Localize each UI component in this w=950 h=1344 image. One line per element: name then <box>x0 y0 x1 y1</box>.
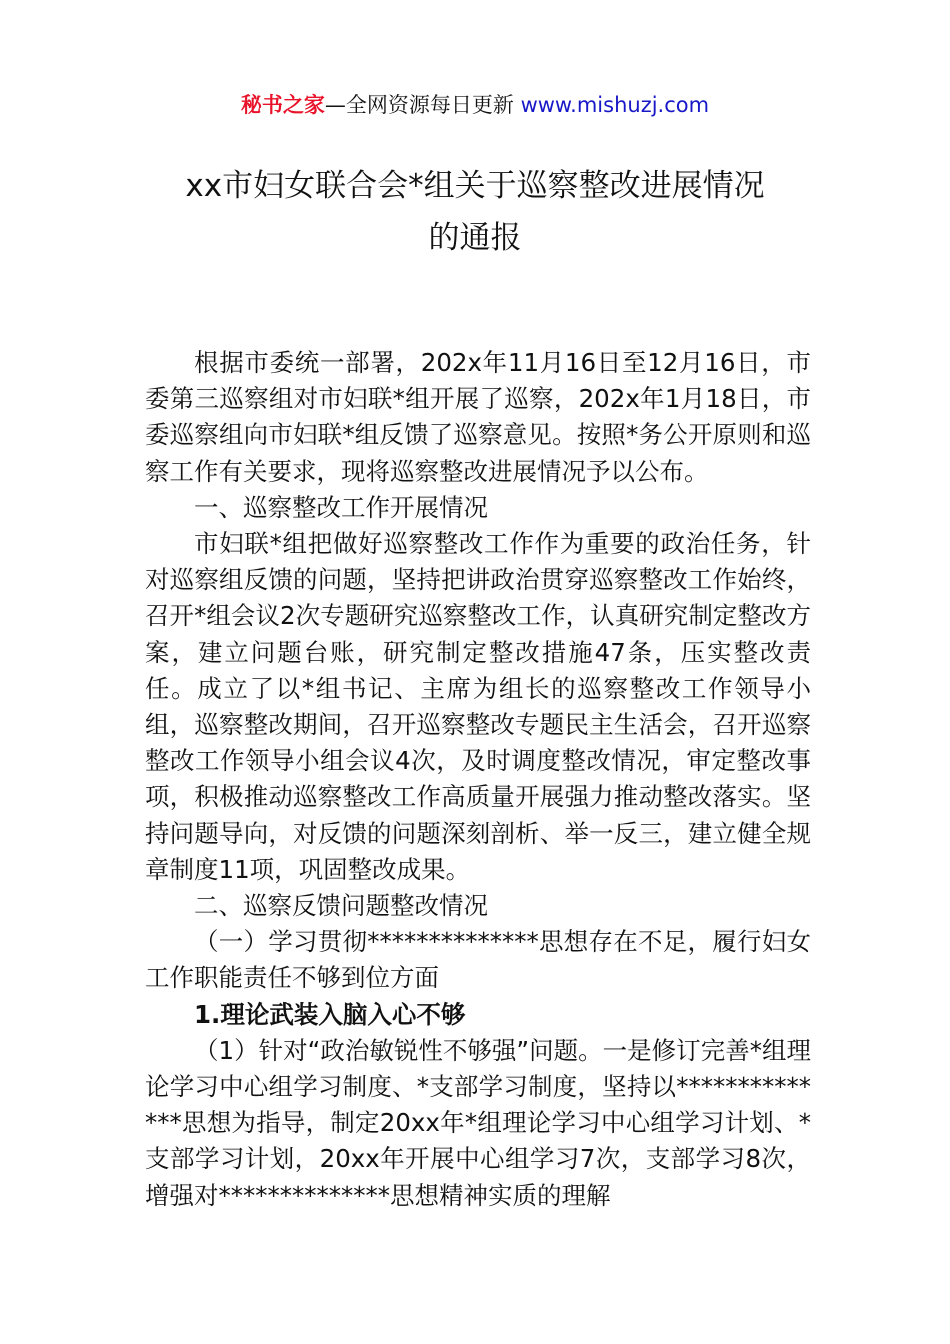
site-header <box>0 90 950 120</box>
header-tagline: 全网资源每日更新 <box>345 93 514 117</box>
brand-name: 秘书之家 <box>240 93 325 117</box>
header-dash: — <box>324 93 346 117</box>
paragraph-item-1: （1）针对“政治敏锐性不够强”问题。一是修订完善*组理论学习中心组学习制度、*支部学习制度，坚持以**************思想为指导，制定20xx年*组理论学习中心组学习计划、*支部学习计划，20xx年开展中心组学习7次，支部学习8次，增强对**************思想精神实质的理解 <box>145 1035 811 1210</box>
title-line-1: xx市妇女联合会*组关于巡察整改进展情况 <box>185 168 765 204</box>
paragraph-section-1: 市妇联*组把做好巡察整改工作作为重要的政治任务，针对巡察组反馈的问题，坚持把讲政治贯穿巡察整改工作始终，召开*组会议2次专题研究巡察整改工作，认真研究制定整改方案，建立问题台账，研究制定整改措施47条，压实整改责任。成立了以*组书记、主席为组长的巡察整改工作领导小组，巡察整改期间，召开巡察整改专题民主生活会，召开巡察整改工作领导小组会议4次，及时调度整改情况，审定整改事项，积极推动巡察整改工作高质量开展强力推动整改落实。坚持问题导向，对反馈的问题深刻剖析、举一反三，建立健全规章制度11项，巩固整改成果。 <box>145 529 811 884</box>
section-heading-2: 二、巡察反馈问题整改情况 <box>194 891 488 921</box>
section-heading-1: 一、巡察整改工作开展情况 <box>194 492 488 522</box>
paragraph-intro: 根据市委统一部署，202x年11月16日至12月16日，市委第三巡察组对市妇联*组开展了巡察，202x年1月18日，市委巡察组向市妇联*组反馈了巡察意见。按照*务公开原则和巡察工作有关要求，现将巡察整改进展情况予以公布。 <box>145 348 811 486</box>
item-heading-1: 1.理论武装入脑入心不够 <box>194 999 466 1029</box>
title-line-2: 的通报 <box>428 220 522 256</box>
subsection-heading-1: （一）学习贯彻**************思想存在不足，履行妇女工作职能责任不够到位方面 <box>145 927 811 993</box>
site-url-link[interactable]: www.mishuzj.com <box>520 93 710 117</box>
document-body <box>145 345 811 1214</box>
document-title <box>120 160 830 264</box>
